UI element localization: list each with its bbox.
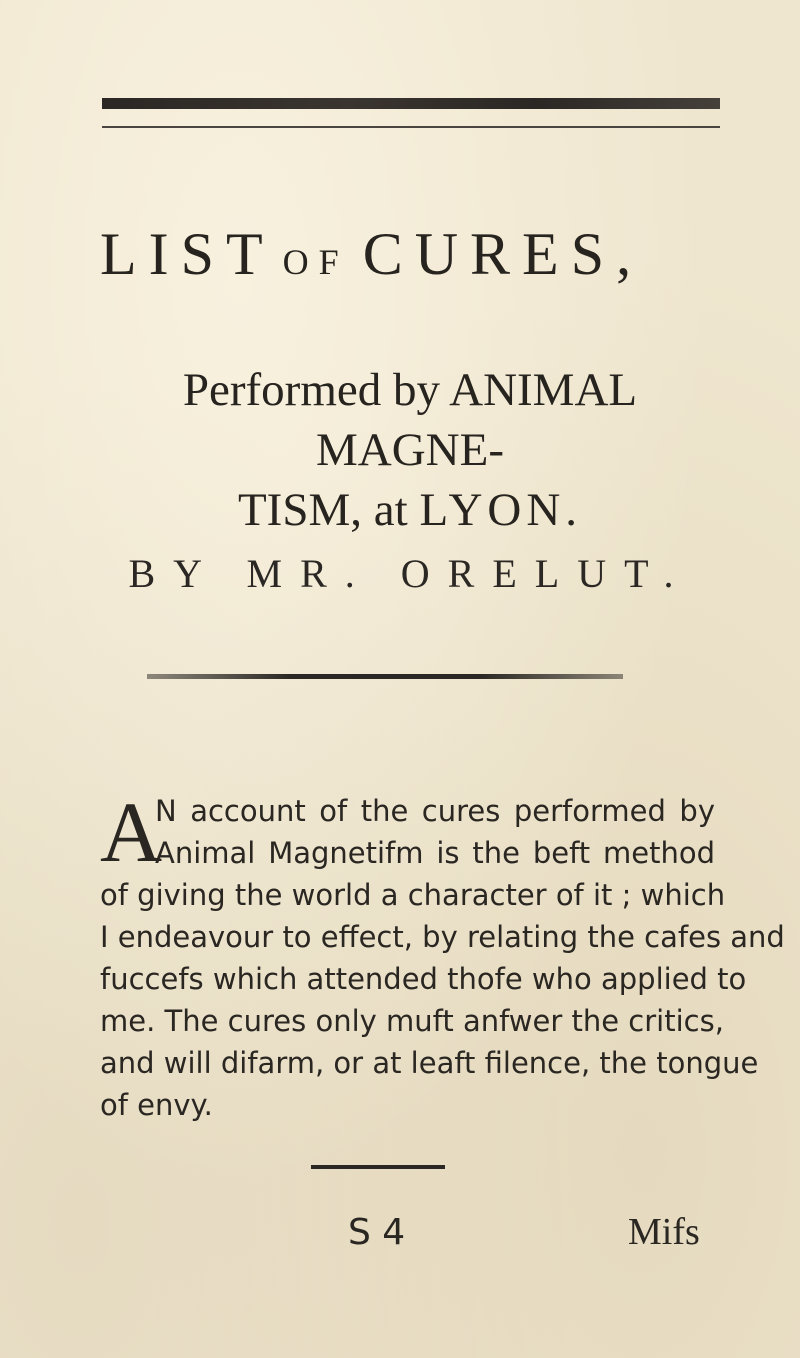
body-line: of giving the world a character of it ; which xyxy=(100,878,726,912)
body-paragraph xyxy=(100,784,785,1126)
signature-mark: S 4 xyxy=(348,1212,406,1253)
middle-rule xyxy=(147,674,623,679)
body-line: of envy. xyxy=(100,1088,213,1122)
title-cures: CURES, xyxy=(362,221,644,287)
top-thin-rule xyxy=(102,126,720,128)
body-line: N account of the cures performed by xyxy=(155,794,715,828)
body-line: I endeavour to effect, by relating the cafes and xyxy=(100,920,785,954)
top-ornamental-rule xyxy=(102,98,720,109)
page-title xyxy=(100,220,720,289)
drop-cap: A xyxy=(100,784,163,880)
body-line: Animal Magnetifm is the beft method xyxy=(155,836,715,870)
title-list: LIST xyxy=(100,221,275,287)
subtitle-place: LYON. xyxy=(419,484,583,536)
subtitle xyxy=(110,360,710,540)
subtitle-line-1: Performed by ANIMAL MAGNE- xyxy=(182,364,638,476)
subtitle-line-2 xyxy=(110,480,710,540)
title-of: OF xyxy=(282,242,349,282)
body-line: me. The cures only muft anfwer the critics, xyxy=(100,1004,724,1038)
body-line: and will difarm, or at leaft filence, the tongue xyxy=(100,1046,759,1080)
author-byline: BY MR. ORELUT. xyxy=(128,551,692,596)
body-line: fuccefs which attended thofe who applied to xyxy=(100,962,747,996)
catchword: Mifs xyxy=(628,1211,700,1253)
subtitle-line-2-text: TISM, at xyxy=(237,484,420,536)
bottom-rule xyxy=(311,1165,445,1169)
